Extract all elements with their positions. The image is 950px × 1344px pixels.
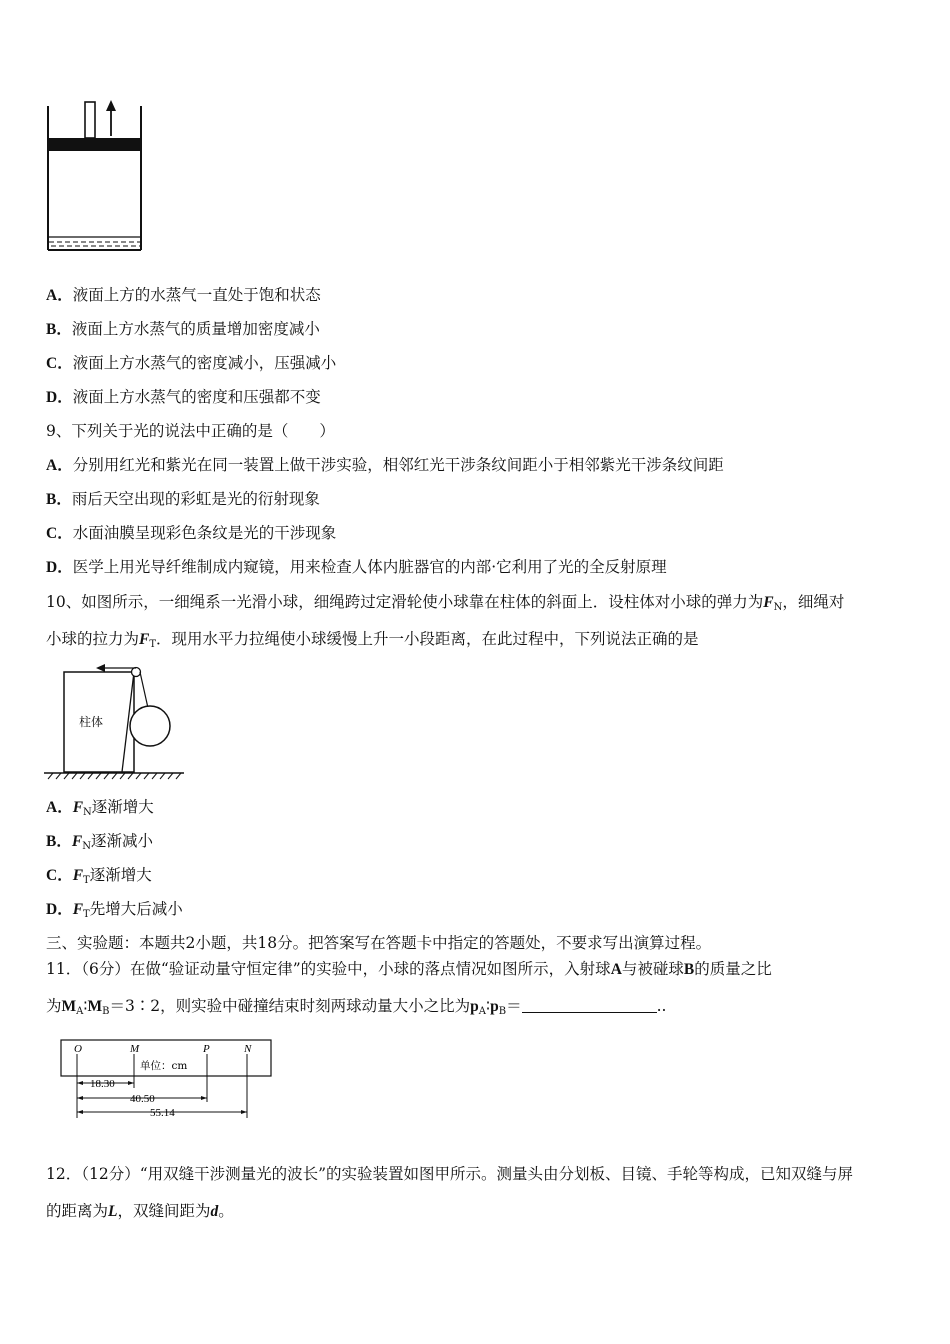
q12-stem-line1: 12．（12分）“用双缝干涉测量光的波长”的实验装置如图甲所示。测量头由分划板、目镜、手轮等构成，已知双缝与屏: [46, 1165, 854, 1183]
q10-option-d: D．$F_T$先增大后减小: [46, 900, 183, 920]
q10-option-b: B．$F_N$逐渐减小: [46, 832, 153, 852]
pull-arrow-head: [96, 664, 105, 672]
q10-option-c: C．$F_T$逐渐增大: [46, 866, 152, 886]
distance-om: 18.30: [90, 1078, 115, 1090]
piston-cylinder-figure: [40, 96, 150, 258]
pulley-column-figure: [44, 660, 189, 782]
landing-points-figure: [58, 1036, 278, 1126]
q9-option-a: A．分别用红光和紫光在同一装置上做干涉实验，相邻红光干涉条纹间距小于相邻紫光干涉条纹间距: [46, 456, 724, 474]
distance-on: 55.14: [150, 1107, 175, 1119]
rope-to-ball: [140, 672, 148, 708]
q9-option-c: C．水面油膜呈现彩色条纹是光的干涉现象: [46, 524, 337, 542]
q8-option-c: C．液面上方水蒸气的密度减小，压强减小: [46, 354, 337, 372]
piston: [48, 138, 141, 151]
q9-stem: 9、下列关于光的说法中正确的是（ ）: [46, 422, 335, 440]
q10-stem-line1: 10、如图所示，一细绳系一光滑小球，细绳跨过定滑轮使小球靠在柱体的斜面上．设柱体对小球的弹力为$F_N$，细绳对: [46, 593, 845, 613]
q10-option-a: A．$F_N$逐渐增大: [46, 798, 154, 818]
q9-option-d: D．医学上用光导纤维制成内窥镜，用来检查人体内脏器官的内部·它利用了光的全反射原理: [46, 558, 667, 576]
piston-rod: [85, 102, 95, 138]
liquid-surface: [49, 237, 140, 246]
q11-stem-line1: 11．（6分）在做“验证动量守恒定律”的实验中，小球的落点情况如图所示，入射球A与被碰球B的质量之比: [46, 960, 772, 978]
up-arrow-head: [106, 100, 116, 111]
q8-option-a: A．液面上方的水蒸气一直处于饱和状态: [46, 286, 321, 304]
point-n: N: [244, 1043, 252, 1055]
section-3-heading: 三、实验题：本题共2小题，共18分。把答案写在答题卡中指定的答题处，不要求写出演算过程。: [46, 934, 712, 952]
point-m: M: [130, 1043, 140, 1055]
ball: [130, 706, 170, 746]
point-p: P: [203, 1043, 210, 1055]
column-label: 柱体: [79, 715, 104, 729]
q10-stem-line2: 小球的拉力为$F_T$．现用水平力拉绳使小球缓慢上升一小段距离，在此过程中，下列说法正确的是: [46, 630, 699, 650]
ground-hatching: [48, 773, 181, 779]
q8-option-d: D．液面上方水蒸气的密度和压强都不变: [46, 388, 321, 406]
pulley: [132, 668, 141, 677]
q12-stem-line2: 的距离为L，双缝间距为d。: [46, 1202, 234, 1220]
unit-label: 单位：cm: [140, 1060, 188, 1072]
q9-option-b: B．雨后天空出现的彩虹是光的衍射现象: [46, 490, 320, 508]
q11-answer-blank[interactable]: [522, 998, 657, 1013]
q8-option-b: B．液面上方水蒸气的质量增加密度减小: [46, 320, 320, 338]
q11-stem-line2: 为$M_A∶M_B=3∶2$，则实验中碰撞结束时刻两球动量大小之比为$p_A∶p_B=$ ..: [46, 997, 667, 1017]
distance-op: 40.50: [130, 1093, 155, 1105]
point-o: O: [74, 1043, 82, 1055]
